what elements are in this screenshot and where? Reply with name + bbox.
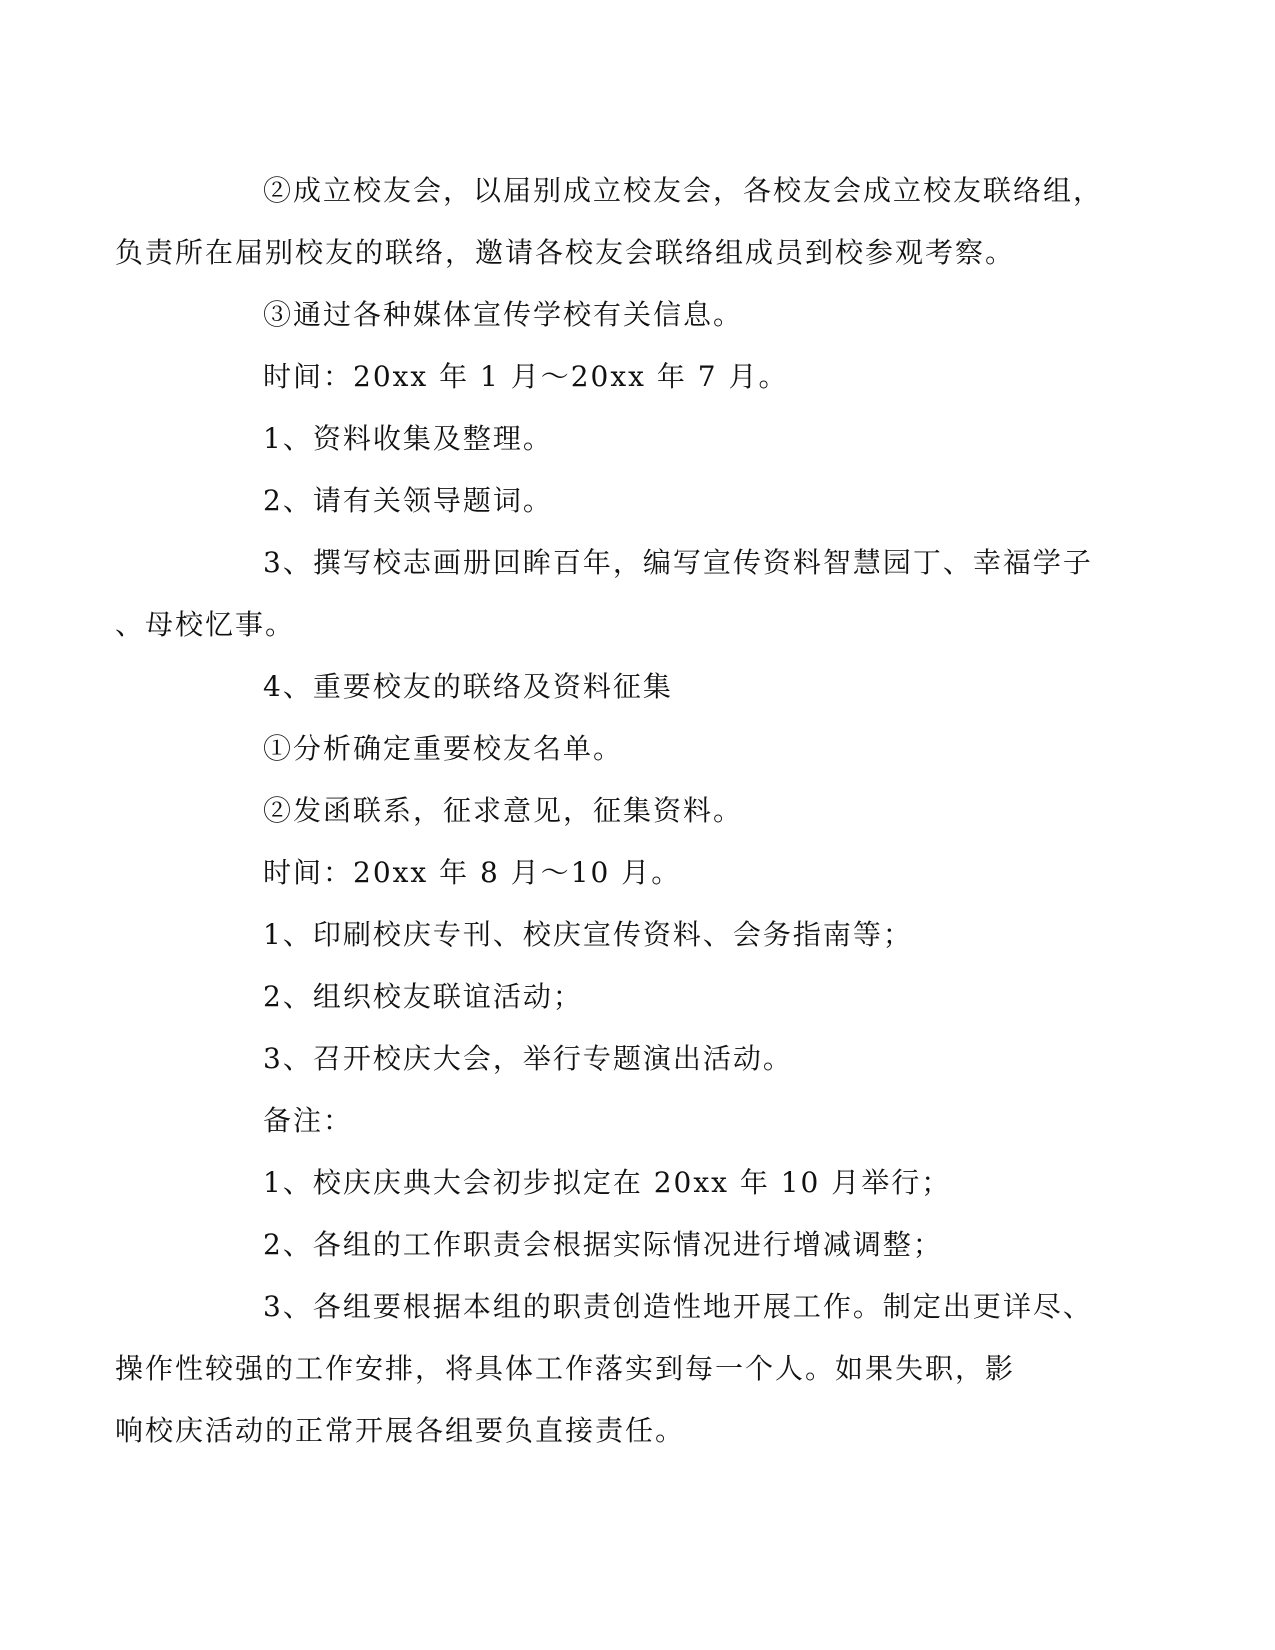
text-line: ②成立校友会，以届别成立校友会，各校友会成立校友联络组，: [263, 174, 1104, 207]
text-line: 1、印刷校庆专刊、校庆宣传资料、会务指南等；: [263, 918, 913, 951]
paragraph-item-3-writing: [115, 532, 1093, 656]
text-line: ①分析确定重要校友名单。: [263, 732, 624, 765]
paragraph-item-1-materials: [189, 408, 1069, 470]
paragraph-note-3: [115, 1276, 1093, 1462]
text-line: 时间：20xx 年 1 月～20xx 年 7 月。: [263, 360, 789, 393]
text-line: 备注：: [263, 1104, 354, 1137]
paragraph-media-promotion: [189, 284, 1069, 346]
text-line: 3、召开校庆大会，举行专题演出活动。: [263, 1042, 793, 1075]
paragraph-sub-1-list: [189, 718, 1069, 780]
paragraph-sub-2-letters: [189, 780, 1069, 842]
paragraph-time-jan-jul: [189, 346, 1069, 408]
paragraph-item-1-printing: [189, 904, 1069, 966]
text-line: ③通过各种媒体宣传学校有关信息。: [263, 298, 744, 331]
text-line: 1、校庆庆典大会初步拟定在 20xx 年 10 月举行；: [263, 1166, 952, 1199]
text-line: 3、撰写校志画册回眸百年，编写宣传资料智慧园丁、幸福学子: [263, 546, 1093, 579]
text-line: 2、请有关领导题词。: [263, 484, 553, 517]
paragraph-item-3-ceremony: [189, 1028, 1069, 1090]
text-line: 负责所在届别校友的联络，邀请各校友会联络组成员到校参观考察。: [115, 236, 1016, 269]
text-line: 、母校忆事。: [115, 608, 296, 641]
text-line: 1、资料收集及整理。: [263, 422, 553, 455]
paragraph-note-2: [189, 1214, 1069, 1276]
text-line: 3、各组要根据本组的职责创造性地开展工作。制定出更详尽、: [263, 1290, 1093, 1323]
paragraph-alumni-association: [115, 160, 1104, 284]
text-line: 时间：20xx 年 8 月～10 月。: [263, 856, 682, 889]
text-line: ②发函联系，征求意见，征集资料。: [263, 794, 744, 827]
text-line: 4、重要校友的联络及资料征集: [263, 670, 673, 703]
paragraph-note-1: [189, 1152, 1069, 1214]
text-line: 2、组织校友联谊活动；: [263, 980, 583, 1013]
text-line: 操作性较强的工作安排，将具体工作落实到每一个人。如果失职，影: [115, 1352, 1016, 1385]
paragraph-item-2-inscription: [189, 470, 1069, 532]
text-line: 响校庆活动的正常开展各组要负直接责任。: [115, 1414, 686, 1447]
paragraph-item-2-activities: [189, 966, 1069, 1028]
paragraph-item-4-alumni-contact: [189, 656, 1069, 718]
text-line: 2、各组的工作职责会根据实际情况进行增减调整；: [263, 1228, 943, 1261]
paragraph-time-aug-oct: [189, 842, 1069, 904]
paragraph-notes-heading: [189, 1090, 1069, 1152]
document-body: [115, 160, 1104, 1462]
